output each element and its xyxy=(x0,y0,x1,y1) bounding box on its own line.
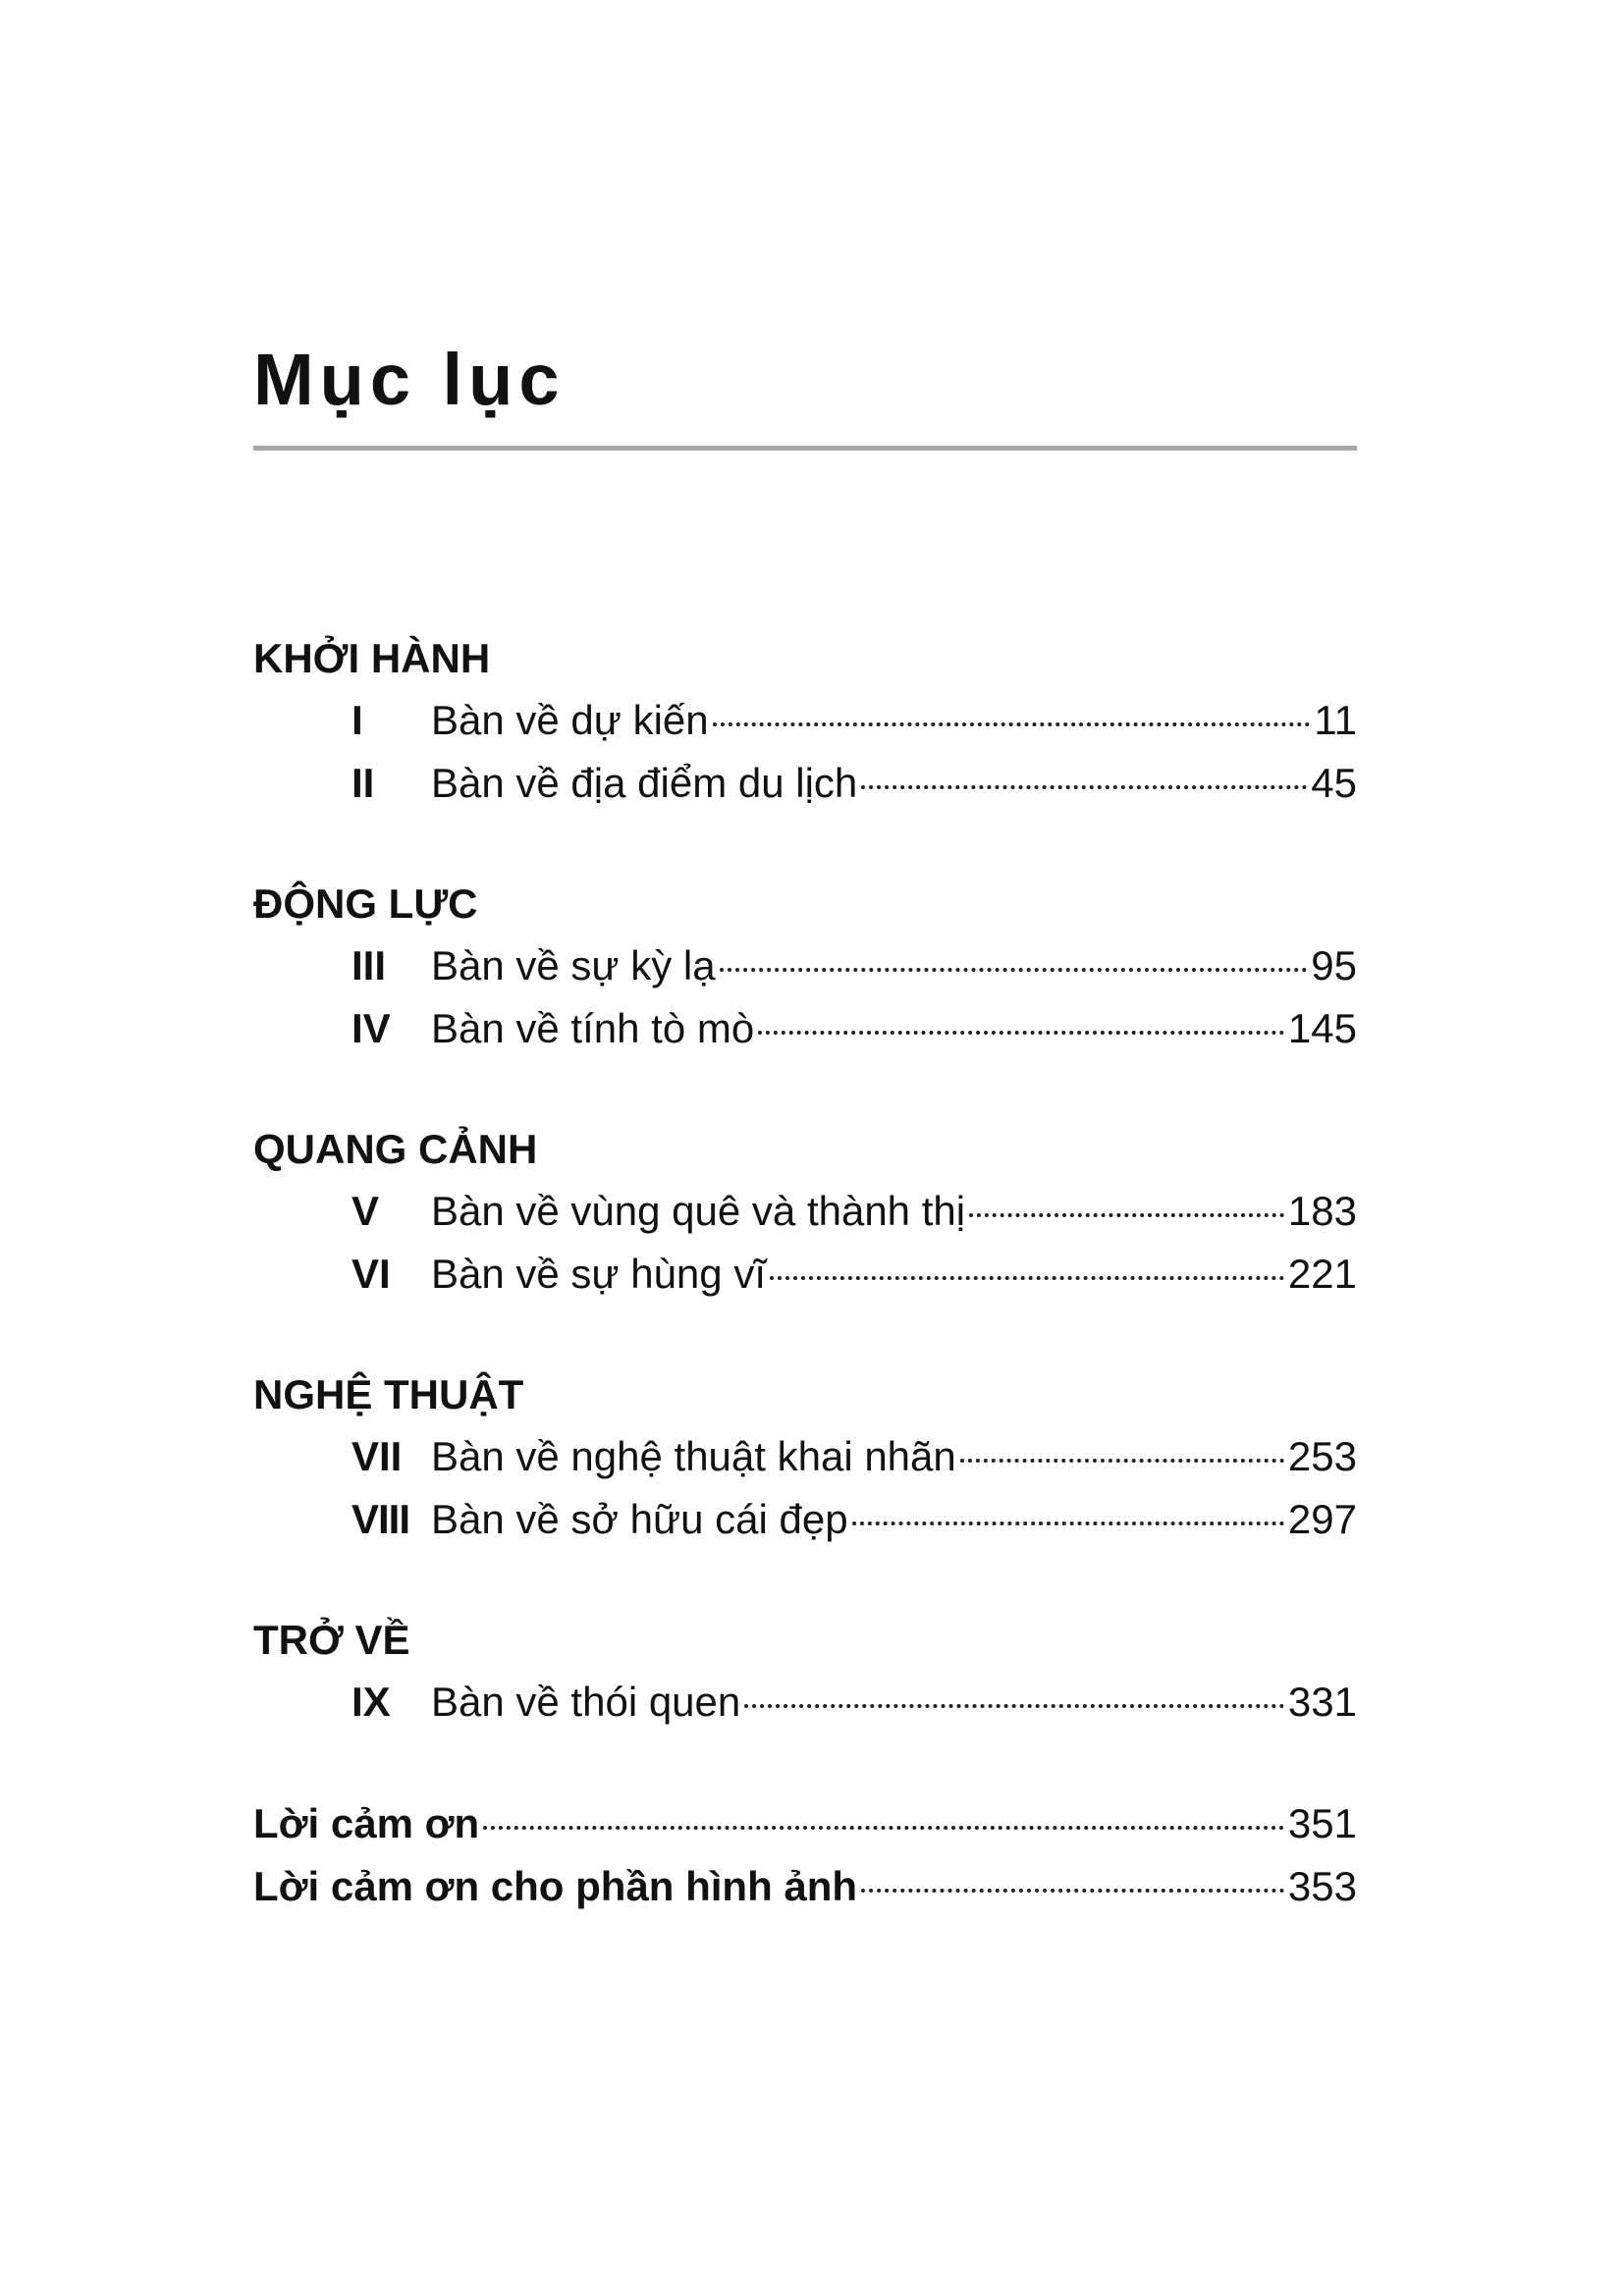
entry-title: Lời cảm ơn cho phần hình ảnh xyxy=(253,1863,858,1909)
page-number: 221 xyxy=(1287,1251,1357,1297)
dot-leader xyxy=(770,1276,1284,1280)
chapter-title: Bàn về sở hữu cái đẹp xyxy=(431,1496,848,1542)
page-number: 95 xyxy=(1311,942,1357,988)
toc-entry[interactable] xyxy=(253,934,1357,997)
toc-section-nghe-thuat xyxy=(253,1364,1357,1551)
dot-leader xyxy=(720,968,1308,972)
entry-title: Lời cảm ơn xyxy=(253,1800,480,1846)
page-number: 353 xyxy=(1287,1863,1357,1909)
dot-leader xyxy=(483,1826,1284,1830)
toc-section-khoi-hanh xyxy=(253,628,1357,815)
page-number: 351 xyxy=(1287,1800,1357,1846)
section-heading: TRỞ VỀ xyxy=(253,1617,410,1663)
chapter-numeral: VI xyxy=(352,1251,391,1297)
toc-entry[interactable] xyxy=(253,997,1357,1060)
page-title: Mục lục xyxy=(253,339,566,420)
page-number: 183 xyxy=(1287,1188,1357,1234)
back-matter xyxy=(253,1792,1357,1918)
chapter-numeral: III xyxy=(352,942,387,988)
toc-entry[interactable] xyxy=(253,752,1357,815)
chapter-numeral: I xyxy=(352,697,363,743)
toc-entry[interactable] xyxy=(253,1425,1357,1488)
section-heading: ĐỘNG LỰC xyxy=(253,881,478,927)
chapter-title: Bàn về thói quen xyxy=(431,1679,741,1725)
page-number: 297 xyxy=(1287,1496,1357,1542)
page-number: 45 xyxy=(1311,760,1357,806)
dot-leader xyxy=(713,722,1311,726)
chapter-title: Bàn về nghệ thuật khai nhãn xyxy=(431,1433,956,1479)
page-number: 253 xyxy=(1287,1433,1357,1479)
chapter-numeral: II xyxy=(352,760,375,806)
dot-leader xyxy=(861,785,1307,789)
toc-section-dong-luc xyxy=(253,874,1357,1060)
toc-section-quang-canh xyxy=(253,1119,1357,1306)
toc-entry[interactable] xyxy=(253,1488,1357,1551)
page-number: 145 xyxy=(1287,1005,1357,1051)
toc-entry[interactable] xyxy=(253,1180,1357,1243)
chapter-title: Bàn về dự kiến xyxy=(431,697,709,743)
chapter-numeral: IX xyxy=(352,1679,391,1725)
chapter-numeral: VII xyxy=(352,1433,403,1479)
dot-leader xyxy=(969,1213,1284,1217)
chapter-title: Bàn về sự kỳ lạ xyxy=(431,942,716,988)
toc-entry-image-credits[interactable] xyxy=(253,1855,1357,1918)
dot-leader xyxy=(744,1704,1284,1708)
dot-leader xyxy=(758,1031,1284,1035)
chapter-numeral: VIII xyxy=(352,1496,410,1542)
chapter-numeral: IV xyxy=(352,1005,391,1051)
page-number: 11 xyxy=(1314,697,1357,743)
section-heading: NGHỆ THUẬT xyxy=(253,1371,524,1417)
chapter-title: Bàn về địa điểm du lịch xyxy=(431,760,858,806)
toc-entry[interactable] xyxy=(253,689,1357,752)
chapter-numeral: V xyxy=(352,1188,380,1234)
chapter-title: Bàn về tính tò mò xyxy=(431,1005,755,1051)
toc-entry[interactable] xyxy=(253,1243,1357,1306)
toc-section-tro-ve xyxy=(253,1610,1357,1734)
section-heading: QUANG CẢNH xyxy=(253,1126,538,1172)
section-heading: KHỞI HÀNH xyxy=(253,635,491,681)
toc-entry[interactable] xyxy=(253,1671,1357,1734)
dot-leader xyxy=(960,1459,1284,1463)
table-of-contents xyxy=(253,628,1357,1918)
dot-leader xyxy=(861,1889,1284,1893)
toc-entry-acknowledgements[interactable] xyxy=(253,1792,1357,1855)
dot-leader xyxy=(852,1522,1284,1525)
chapter-title: Bàn về vùng quê và thành thị xyxy=(431,1188,966,1234)
title-divider xyxy=(253,446,1357,451)
page-number: 331 xyxy=(1287,1679,1357,1725)
chapter-title: Bàn về sự hùng vĩ xyxy=(431,1251,766,1297)
